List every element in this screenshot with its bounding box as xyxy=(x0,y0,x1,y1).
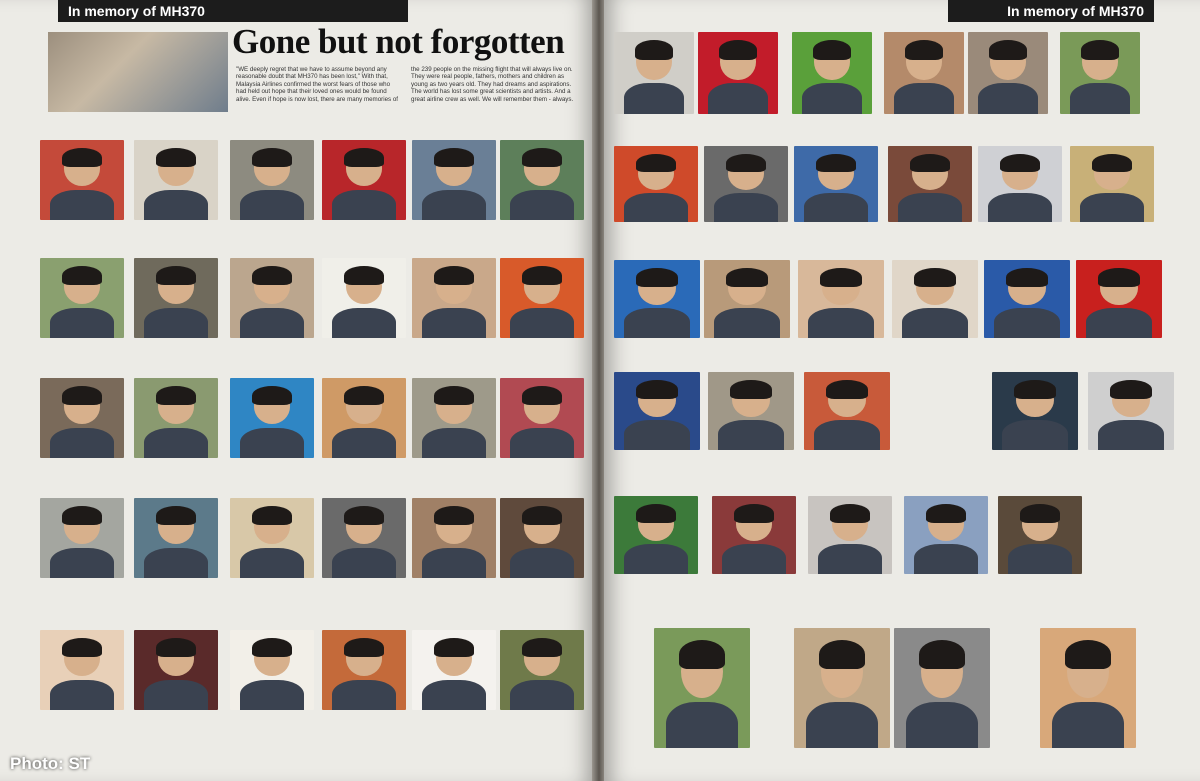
entry-caption xyxy=(892,340,978,358)
entry-caption xyxy=(792,116,872,134)
memorial-entry xyxy=(40,140,124,242)
memorial-entry xyxy=(892,260,978,360)
portrait-photo xyxy=(614,146,698,222)
portrait-photo xyxy=(412,498,496,578)
portrait-photo xyxy=(792,32,872,114)
memorial-entry xyxy=(792,32,872,136)
portrait-photo xyxy=(798,260,884,338)
portrait-photo xyxy=(322,498,406,578)
entry-caption xyxy=(500,580,584,598)
memorial-entry xyxy=(322,498,406,600)
right-page xyxy=(604,0,1200,781)
entry-caption xyxy=(500,340,584,358)
portrait-photo xyxy=(40,630,124,710)
portrait-photo xyxy=(1070,146,1154,222)
memorial-entry xyxy=(708,372,794,472)
portrait-photo xyxy=(888,146,972,222)
entry-caption xyxy=(230,580,314,598)
memorial-entry xyxy=(134,140,218,242)
entry-caption xyxy=(322,460,406,478)
portrait-photo xyxy=(412,378,496,458)
entry-caption xyxy=(1070,224,1154,242)
memorial-entry xyxy=(322,258,406,360)
entry-caption xyxy=(40,340,124,358)
memorial-entry xyxy=(230,378,314,480)
memorial-entry xyxy=(894,628,990,770)
entry-caption xyxy=(984,340,1070,358)
entry-caption xyxy=(884,116,964,134)
entry-caption xyxy=(992,452,1078,470)
memorial-entry xyxy=(412,378,496,480)
entry-caption xyxy=(230,222,314,240)
portrait-photo xyxy=(40,258,124,338)
portrait-photo xyxy=(614,496,698,574)
portrait-photo xyxy=(230,140,314,220)
memorial-entry xyxy=(500,630,584,732)
right-banner: In memory of MH370 xyxy=(948,0,1154,22)
entry-caption xyxy=(134,712,218,730)
entry-caption xyxy=(614,576,698,594)
entry-caption xyxy=(704,224,788,242)
memorial-entry xyxy=(40,378,124,480)
memorial-entry xyxy=(614,496,698,596)
portrait-photo xyxy=(794,628,890,748)
portrait-photo xyxy=(134,258,218,338)
portrait-photo xyxy=(134,498,218,578)
entry-caption xyxy=(500,460,584,478)
memorial-entry xyxy=(412,630,496,732)
portrait-photo xyxy=(614,372,700,450)
entry-caption xyxy=(412,580,496,598)
memorial-entry xyxy=(614,372,700,472)
memorial-entry xyxy=(40,258,124,360)
portrait-photo xyxy=(134,378,218,458)
entry-caption xyxy=(412,460,496,478)
portrait-photo xyxy=(230,258,314,338)
portrait-photo xyxy=(412,258,496,338)
entry-caption xyxy=(798,340,884,358)
portrait-photo xyxy=(500,378,584,458)
entry-caption xyxy=(1076,340,1162,358)
entry-caption xyxy=(614,224,698,242)
left-page xyxy=(0,0,594,781)
entry-caption xyxy=(500,222,584,240)
entry-caption xyxy=(614,116,694,134)
memorial-entry xyxy=(698,32,778,136)
memorial-entry xyxy=(704,260,790,360)
entry-caption xyxy=(998,576,1082,594)
entry-caption xyxy=(968,116,1048,134)
portrait-photo xyxy=(704,146,788,222)
portrait-photo xyxy=(614,260,700,338)
memorial-entry xyxy=(998,496,1082,596)
portrait-photo xyxy=(1040,628,1136,748)
entry-caption xyxy=(708,452,794,470)
entry-caption xyxy=(794,750,890,768)
entry-caption xyxy=(804,452,890,470)
portrait-photo xyxy=(614,32,694,114)
photo-credit: Photo: ST xyxy=(10,754,91,773)
memorial-entry xyxy=(1040,628,1136,770)
portrait-photo xyxy=(1088,372,1174,450)
entry-caption xyxy=(704,340,790,358)
memorial-entry xyxy=(40,498,124,600)
portrait-photo xyxy=(500,140,584,220)
entry-caption xyxy=(904,576,988,594)
memorial-entry xyxy=(134,498,218,600)
portrait-photo xyxy=(412,140,496,220)
portrait-photo xyxy=(40,378,124,458)
memorial-entry xyxy=(804,372,890,472)
entry-caption xyxy=(698,116,778,134)
memorial-entry xyxy=(614,260,700,360)
entry-caption xyxy=(40,222,124,240)
memorial-entry xyxy=(412,498,496,600)
memorial-entry xyxy=(412,140,496,242)
entry-caption xyxy=(888,224,972,242)
portrait-photo xyxy=(984,260,1070,338)
memorial-entry xyxy=(888,146,972,244)
portrait-photo xyxy=(500,498,584,578)
entry-caption xyxy=(134,222,218,240)
hero-photo xyxy=(48,32,228,112)
memorial-entry xyxy=(230,630,314,732)
entry-caption xyxy=(614,340,700,358)
entry-caption xyxy=(322,712,406,730)
memorial-entry xyxy=(134,630,218,732)
entry-caption xyxy=(412,222,496,240)
memorial-entry xyxy=(322,378,406,480)
entry-caption xyxy=(894,750,990,768)
memorial-entry xyxy=(230,498,314,600)
portrait-photo xyxy=(968,32,1048,114)
portrait-photo xyxy=(500,630,584,710)
portrait-photo xyxy=(40,498,124,578)
memorial-entry xyxy=(1088,372,1174,472)
portrait-photo xyxy=(808,496,892,574)
portrait-photo xyxy=(704,260,790,338)
entry-caption xyxy=(322,340,406,358)
entry-caption xyxy=(40,712,124,730)
portrait-photo xyxy=(1076,260,1162,338)
memorial-entry xyxy=(968,32,1048,136)
portrait-photo xyxy=(884,32,964,114)
portrait-photo xyxy=(992,372,1078,450)
portrait-photo xyxy=(134,630,218,710)
entry-caption xyxy=(500,712,584,730)
entry-caption xyxy=(614,452,700,470)
memorial-entry xyxy=(984,260,1070,360)
portrait-photo xyxy=(998,496,1082,574)
entry-caption xyxy=(412,712,496,730)
memorial-entry xyxy=(322,630,406,732)
entry-caption xyxy=(322,580,406,598)
memorial-entry xyxy=(412,258,496,360)
portrait-photo xyxy=(794,146,878,222)
memorial-entry xyxy=(322,140,406,242)
intro-text: "WE deeply regret that we have to assume beyond any reasonable doubt that MH370 has been lost," With that, Malaysia Airlines confirmed the worst fears of those who had held out hope that their loved ones would be found alive. Even if hope is now lost, there are many memories of the 239 people on the missing flight that will always live on. They were real people, fathers, mothers and children as young as two years old. They had dreams and aspirations. The world has lost some great scientists and artists. And a great airline crew as well. We will remember them - always. xyxy=(236,66,574,103)
memorial-entry xyxy=(614,146,698,244)
portrait-photo xyxy=(40,140,124,220)
memorial-entry xyxy=(614,32,694,136)
left-banner: In memory of MH370 xyxy=(58,0,408,22)
memorial-entry xyxy=(1070,146,1154,244)
portrait-photo xyxy=(712,496,796,574)
memorial-entry xyxy=(134,258,218,360)
memorial-entry xyxy=(704,146,788,244)
portrait-photo xyxy=(698,32,778,114)
memorial-entry xyxy=(654,628,750,770)
portrait-photo xyxy=(708,372,794,450)
memorial-entry xyxy=(978,146,1062,244)
memorial-entry xyxy=(794,628,890,770)
entry-caption xyxy=(1088,452,1174,470)
portrait-photo xyxy=(230,630,314,710)
memorial-entry xyxy=(1076,260,1162,360)
portrait-photo xyxy=(654,628,750,748)
portrait-photo xyxy=(230,378,314,458)
entry-caption xyxy=(40,460,124,478)
portrait-photo xyxy=(804,372,890,450)
memorial-entry xyxy=(992,372,1078,472)
memorial-entry xyxy=(500,378,584,480)
memorial-entry xyxy=(808,496,892,596)
entry-caption xyxy=(40,580,124,598)
portrait-photo xyxy=(322,258,406,338)
entry-caption xyxy=(412,340,496,358)
portrait-photo xyxy=(412,630,496,710)
headline: Gone but not forgotten xyxy=(232,22,565,61)
entry-caption xyxy=(712,576,796,594)
memorial-entry xyxy=(798,260,884,360)
entry-caption xyxy=(1040,750,1136,768)
portrait-photo xyxy=(230,498,314,578)
portrait-photo xyxy=(322,630,406,710)
memorial-entry xyxy=(500,258,584,360)
entry-caption xyxy=(230,340,314,358)
portrait-photo xyxy=(894,628,990,748)
portrait-photo xyxy=(1060,32,1140,114)
memorial-entry xyxy=(500,498,584,600)
memorial-entry xyxy=(904,496,988,596)
memorial-entry xyxy=(1060,32,1140,136)
portrait-photo xyxy=(322,378,406,458)
entry-caption xyxy=(808,576,892,594)
memorial-entry xyxy=(230,140,314,242)
memorial-entry xyxy=(134,378,218,480)
portrait-photo xyxy=(500,258,584,338)
entry-caption xyxy=(134,460,218,478)
memorial-entry xyxy=(500,140,584,242)
entry-caption xyxy=(978,224,1062,242)
portrait-photo xyxy=(322,140,406,220)
entry-caption xyxy=(134,580,218,598)
entry-caption xyxy=(230,460,314,478)
memorial-entry xyxy=(40,630,124,732)
entry-caption xyxy=(654,750,750,768)
memorial-entry xyxy=(884,32,964,136)
memorial-entry xyxy=(794,146,878,244)
memorial-entry xyxy=(712,496,796,596)
entry-caption xyxy=(794,224,878,242)
entry-caption xyxy=(1060,116,1140,134)
entry-caption xyxy=(134,340,218,358)
portrait-photo xyxy=(904,496,988,574)
portrait-photo xyxy=(892,260,978,338)
memorial-entry xyxy=(230,258,314,360)
entry-caption xyxy=(230,712,314,730)
portrait-photo xyxy=(134,140,218,220)
portrait-photo xyxy=(978,146,1062,222)
entry-caption xyxy=(322,222,406,240)
